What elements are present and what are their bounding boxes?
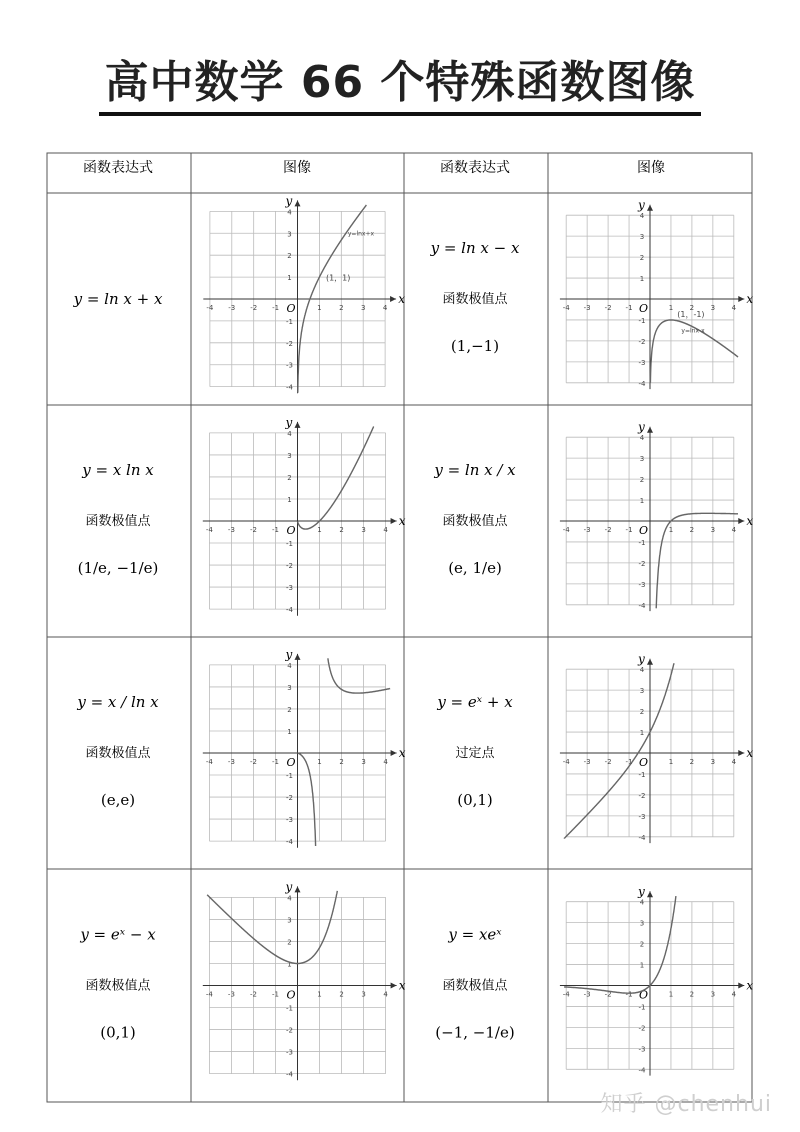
x-axis-label: x	[746, 292, 754, 306]
x-axis-label: x	[398, 514, 406, 528]
y-tick-label: -3	[638, 1045, 646, 1054]
y-axis-label: y	[638, 884, 645, 899]
y-axis-label: y	[285, 879, 293, 894]
y-tick-label: -4	[286, 606, 293, 615]
graph-x_over_lnx	[203, 647, 406, 847]
point-label: (1，1)	[325, 273, 351, 283]
origin-label: O	[639, 988, 649, 1002]
formula-cell-left	[78, 461, 159, 577]
x-axis-label: x	[746, 514, 754, 528]
x-arrow	[738, 518, 744, 524]
formula-label: 过定点	[455, 746, 495, 761]
y-tick-label: 4	[639, 666, 645, 675]
x-arrow	[738, 296, 744, 302]
x-tick-label: -4	[205, 990, 213, 999]
function-curve	[298, 658, 390, 846]
y-tick-label: 1	[639, 275, 645, 284]
y-tick-label: 1	[639, 729, 645, 738]
formula-label: 函数极值点	[85, 514, 151, 529]
y-tick-label: 3	[287, 230, 292, 239]
y-arrow	[295, 200, 301, 206]
function-curve	[207, 891, 337, 964]
x-tick-label: -4	[562, 526, 570, 534]
y-tick-label: -1	[286, 772, 293, 781]
y-tick-label: 3	[639, 455, 645, 464]
y-tick-label: 2	[639, 476, 645, 485]
y-tick-label: 3	[287, 683, 292, 692]
x-axis-label: x	[398, 292, 406, 306]
graph-lnx_plus_x	[203, 194, 405, 393]
y-arrow	[295, 422, 301, 428]
formula-text: y = x ln x	[82, 461, 154, 479]
x-tick-label: 1	[668, 758, 674, 766]
formula-text: y = ln x + x	[73, 290, 163, 308]
x-tick-label: -1	[272, 304, 280, 312]
y-tick-label: -2	[286, 794, 293, 803]
origin-label: O	[639, 524, 649, 537]
x-arrow	[738, 750, 744, 756]
x-tick-label: 3	[710, 526, 716, 534]
x-tick-label: 1	[668, 526, 674, 534]
x-arrow	[390, 296, 396, 302]
formula-label: 函数极值点	[85, 978, 151, 994]
y-tick-label: -3	[638, 812, 646, 821]
formula-cell-right	[433, 461, 516, 577]
y-tick-label: -2	[638, 559, 646, 568]
y-tick-label: -2	[638, 791, 646, 800]
x-tick-label: -2	[249, 990, 257, 999]
x-tick-label: -4	[562, 304, 570, 312]
table-header	[83, 159, 665, 176]
y-axis-label: y	[638, 197, 645, 212]
y-tick-label: -4	[286, 1070, 293, 1079]
y-tick-label: 2	[639, 254, 645, 263]
formula-text: y = eˣ + x	[437, 693, 513, 711]
y-tick-label: 4	[639, 434, 645, 443]
y-tick-label: 2	[287, 473, 292, 482]
y-tick-label: 1	[287, 495, 292, 504]
x-tick-label: 2	[339, 526, 344, 534]
y-tick-label: 4	[287, 894, 292, 903]
x-tick-label: -2	[604, 758, 612, 766]
y-arrow	[647, 891, 653, 897]
graph-lnx_over_x	[560, 420, 753, 611]
y-tick-label: 2	[639, 708, 645, 717]
x-tick-label: -2	[250, 304, 258, 312]
y-tick-label: -1	[286, 317, 293, 326]
formula-cell-left	[73, 290, 163, 308]
y-arrow	[295, 886, 301, 892]
y-tick-label: -4	[638, 833, 646, 842]
formula-text: y = ln x / x	[434, 461, 516, 479]
x-tick-label: -4	[562, 758, 570, 766]
formula-point: (1,−1)	[450, 337, 500, 355]
y-tick-label: 1	[639, 497, 645, 506]
x-tick-label: -2	[249, 526, 257, 534]
x-tick-label: -3	[583, 526, 591, 534]
y-tick-label: 1	[287, 274, 292, 283]
formula-point: (1/e, −1/e)	[77, 559, 159, 577]
x-tick-label: 1	[668, 990, 674, 999]
origin-label: O	[639, 302, 649, 315]
y-tick-label: 4	[639, 898, 645, 907]
curve-label: y=lnx-x	[681, 327, 705, 335]
x-tick-label: -3	[228, 304, 236, 312]
y-axis-label: y	[285, 647, 293, 662]
x-tick-label: 3	[710, 758, 716, 766]
x-tick-label: 2	[689, 758, 695, 766]
formula-text: y = xeˣ	[448, 925, 502, 944]
x-tick-label: -2	[604, 990, 612, 999]
graph-x_ex	[560, 884, 753, 1075]
graph-ex_minus_x	[203, 880, 406, 1080]
x-tick-label: 1	[668, 304, 674, 312]
function-curve	[564, 663, 674, 838]
x-tick-label: 2	[689, 304, 695, 312]
header-graph-right: 图像	[637, 160, 665, 176]
x-tick-label: 4	[731, 526, 737, 534]
origin-label: O	[286, 756, 296, 769]
y-tick-label: -1	[638, 316, 646, 325]
x-tick-label: -1	[271, 758, 279, 766]
y-tick-label: -4	[286, 838, 293, 847]
x-tick-label: 1	[317, 526, 322, 534]
function-curve	[564, 896, 676, 993]
y-tick-label: 2	[287, 938, 292, 947]
y-tick-label: -2	[638, 1024, 646, 1033]
x-tick-label: -1	[625, 758, 633, 766]
watermark: 知乎 @chenhui	[600, 1092, 772, 1117]
y-tick-label: -1	[638, 770, 646, 779]
x-tick-label: 1	[317, 758, 322, 766]
y-tick-label: -3	[638, 580, 646, 589]
header-expr-right: 函数表达式	[440, 160, 510, 176]
y-tick-label: -4	[286, 383, 293, 392]
origin-label: O	[286, 524, 296, 537]
x-tick-label: -1	[271, 526, 279, 534]
formula-point: (−1, −1/e)	[435, 1023, 515, 1042]
formula-cell-left	[79, 926, 156, 1042]
function-curve	[298, 427, 374, 530]
y-tick-label: -4	[638, 1066, 646, 1075]
y-tick-label: 2	[639, 940, 645, 949]
y-tick-label: -3	[286, 816, 293, 825]
formula-label: 函数极值点	[442, 978, 508, 994]
x-tick-label: -1	[625, 990, 633, 999]
x-axis-label: x	[398, 978, 406, 993]
y-tick-label: -2	[286, 1026, 293, 1035]
y-tick-label: -4	[638, 601, 646, 610]
y-tick-label: -4	[638, 379, 646, 388]
formula-text: y = ln x − x	[430, 239, 520, 257]
y-tick-label: -3	[286, 361, 293, 370]
x-tick-label: -3	[583, 304, 591, 312]
curve-label: y=lnx+x	[347, 230, 375, 238]
x-tick-label: 3	[710, 990, 716, 999]
y-tick-label: -2	[286, 339, 293, 348]
formula-point: (e,e)	[100, 791, 136, 809]
formula-cell-left	[76, 693, 159, 809]
formula-text: y = eˣ − x	[80, 925, 156, 944]
x-tick-label: 2	[689, 526, 695, 534]
y-tick-label: -1	[286, 540, 293, 549]
y-arrow	[647, 659, 653, 665]
y-tick-label: 1	[287, 960, 292, 969]
y-tick-label: 3	[287, 916, 292, 925]
y-tick-label: 1	[639, 961, 645, 970]
y-axis-label: y	[285, 193, 293, 208]
header-graph-left: 图像	[283, 160, 311, 176]
origin-label: O	[286, 988, 296, 1002]
y-axis-label: y	[638, 419, 645, 434]
x-tick-label: 4	[731, 304, 737, 312]
x-tick-label: 2	[339, 990, 344, 999]
graph-ex_plus_x	[560, 652, 753, 843]
y-tick-label: -3	[638, 358, 646, 367]
x-tick-label: -4	[205, 758, 213, 766]
x-tick-label: -2	[604, 526, 612, 534]
x-axis-label: x	[746, 978, 754, 993]
x-tick-label: -4	[205, 526, 213, 534]
y-tick-label: 3	[639, 687, 645, 696]
x-tick-label: 2	[689, 990, 695, 999]
formula-cell-right	[430, 239, 520, 355]
x-tick-label: 1	[317, 304, 322, 312]
x-tick-label: -3	[583, 758, 591, 766]
x-tick-label: -1	[625, 304, 633, 312]
y-tick-label: -2	[286, 562, 293, 571]
y-tick-label: 3	[287, 451, 292, 460]
x-tick-label: 4	[383, 758, 388, 766]
x-arrow	[391, 518, 397, 524]
y-tick-label: -1	[286, 1004, 293, 1013]
header-expr-left: 函数表达式	[83, 160, 153, 176]
y-tick-label: 3	[639, 233, 645, 242]
y-tick-label: 1	[287, 727, 292, 736]
x-tick-label: 1	[317, 990, 322, 999]
formula-cell-right	[436, 693, 513, 809]
y-tick-label: -3	[286, 584, 293, 593]
y-tick-label: -2	[638, 337, 646, 346]
x-tick-label: 4	[731, 990, 737, 999]
y-tick-label: -1	[638, 1003, 646, 1012]
y-tick-label: 2	[287, 705, 292, 714]
x-axis-label: x	[398, 746, 406, 760]
x-tick-label: -1	[625, 526, 633, 534]
x-tick-label: -4	[562, 990, 570, 999]
x-tick-label: 3	[361, 526, 366, 534]
x-tick-label: -3	[227, 758, 235, 766]
x-tick-label: 3	[710, 304, 716, 312]
y-arrow	[647, 427, 653, 433]
graph-lnx_minus_x	[560, 198, 753, 389]
formula-point: (e, 1/e)	[448, 559, 502, 577]
y-tick-label: -3	[286, 1048, 293, 1057]
formula-label: 函数极值点	[442, 514, 508, 529]
x-arrow	[391, 750, 397, 756]
y-tick-label: 4	[287, 208, 292, 217]
x-arrow	[738, 983, 744, 989]
formula-point: (0,1)	[457, 791, 493, 809]
formula-label: 函数极值点	[442, 292, 508, 307]
x-axis-label: x	[746, 746, 754, 760]
x-tick-label: 2	[339, 304, 344, 312]
formula-point: (0,1)	[100, 1023, 136, 1042]
x-tick-label: -4	[206, 304, 214, 312]
x-tick-label: -3	[227, 526, 235, 534]
formula-text: y = x / ln x	[77, 693, 159, 711]
origin-label: O	[286, 302, 296, 315]
x-tick-label: 4	[383, 990, 388, 999]
graph-x_lnx	[203, 415, 406, 615]
x-tick-label: -2	[249, 758, 257, 766]
x-tick-label: 3	[361, 990, 366, 999]
y-arrow	[295, 654, 301, 660]
x-tick-label: 3	[360, 304, 366, 312]
x-arrow	[391, 983, 397, 989]
y-axis-label: y	[638, 651, 645, 666]
x-tick-label: 4	[383, 526, 388, 534]
origin-label: O	[639, 756, 649, 769]
y-arrow	[647, 205, 653, 211]
x-tick-label: 3	[361, 758, 366, 766]
formula-cell-right	[435, 926, 514, 1042]
page-title-text: 高中数学 66 个特殊函数图像	[99, 57, 702, 116]
x-tick-label: -3	[227, 990, 235, 999]
formula-label: 函数极值点	[85, 746, 151, 761]
y-tick-label: 3	[639, 919, 645, 928]
y-tick-label: 4	[639, 212, 645, 221]
point-label: (1，-1)	[677, 309, 705, 319]
x-tick-label: -1	[271, 990, 279, 999]
x-tick-label: 4	[731, 758, 737, 766]
y-tick-label: 4	[287, 661, 292, 670]
y-tick-label: 4	[287, 429, 292, 438]
x-tick-label: 4	[382, 304, 388, 312]
x-tick-label: -2	[604, 304, 612, 312]
y-tick-label: -1	[638, 538, 646, 547]
x-tick-label: 2	[339, 758, 344, 766]
y-tick-label: 2	[287, 252, 292, 261]
y-axis-label: y	[285, 415, 293, 430]
x-tick-label: -3	[583, 990, 591, 999]
formula-cells	[73, 239, 520, 1042]
